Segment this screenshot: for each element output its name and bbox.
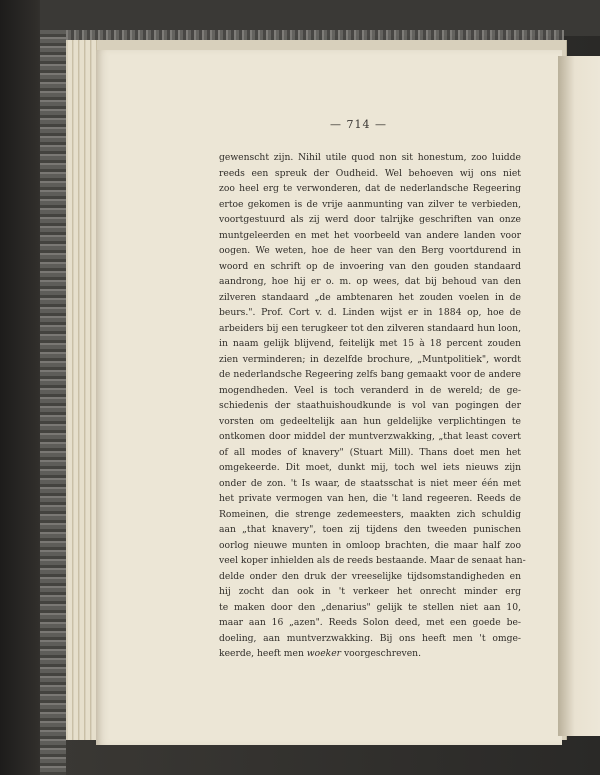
facing-page-edge (558, 56, 600, 736)
text-line: zien verminderen; in dezelfde brochure, „Muntpolitiek", wordt (219, 353, 521, 365)
page-leaf (80, 40, 85, 740)
text-line-last (219, 646, 521, 662)
text-line: woord en schrift op de invoering van den gouden standaard (219, 260, 521, 272)
text-line: vorsten om gedeeltelijk aan hun geldelijke verplichtingen te (219, 415, 521, 427)
text-line: beurs.". Prof. Cort v. d. Linden wijst er in 1884 op, hoe de (219, 307, 521, 318)
text-segment: keerde, heeft men (219, 648, 307, 659)
text-line: maar aan 16 „azen". Reeds Solon deed, met een goede be- (219, 617, 521, 628)
text-line: in naam gelijk blijvend, feitelijk met 15 à 18 percent zouden (219, 338, 521, 349)
page-leaf (68, 40, 73, 740)
page-leaf (74, 40, 79, 740)
text-line: ertoe gekomen is de vrije aanmunting van zilver te verbieden, (219, 198, 521, 210)
text-line: gewenscht zijn. Nihil utile quod non sit honestum, zoo luidde (219, 152, 521, 163)
text-line: oogen. We weten, hoe de heer van den Berg voortdurend in (219, 245, 521, 256)
text-line: omgekeerde. Dit moet, dunkt mij, toch wel iets nieuws zijn (219, 462, 521, 473)
text-line: oorlog nieuwe munten in omloop brachten, die maar half zoo (219, 539, 521, 551)
text-line: of all modes of knavery" (Stuart Mill). Thans doet men het (219, 446, 521, 458)
page-number: — 714 — (330, 118, 387, 131)
text-line: schiedenis der staathuishoudkunde is vol van pogingen der (219, 400, 521, 411)
text-line: te maken door den „denarius" gelijk te stellen niet aan 10, (219, 601, 521, 613)
text-line: veel koper inhielden als de reeds bestaande. Maar de senaat han- (219, 555, 526, 566)
text-line: onder de zon. 't Is waar, de staatsschat is niet meer één met (219, 477, 521, 489)
text-line: de nederlandsche Regeering zelfs bang gemaakt voor de andere (219, 369, 521, 380)
text-line: delde onder den druk der vreeselijke tijdsomstandigheden en (219, 570, 521, 582)
text-segment: voorgeschreven. (341, 648, 421, 659)
book-cover-marbled-spine (40, 30, 66, 775)
text-line: aandrong, hoe hij er o. m. op wees, dat bij behoud van den (219, 276, 521, 287)
body-text (219, 150, 526, 662)
text-line: reeds een spreuk der Oudheid. Wel behoeven wij ons niet (219, 167, 521, 179)
page-leaf (86, 40, 91, 740)
text-line: zoo heel erg te verwonderen, dat de nederlandsche Regeering (219, 183, 521, 194)
text-line: voortgestuurd als zij werd door talrijke geschriften van onze (219, 214, 521, 225)
text-line: muntgeleerden en met het voorbeeld van andere landen voor (219, 229, 521, 241)
text-line: aan „that knavery", toen zij tijdens den tweeden punischen (219, 524, 521, 535)
text-line: arbeiders bij een terugkeer tot den zilveren standaard hun loon, (219, 322, 521, 334)
text-line: hij zocht dan ook in 't verkeer het onrecht minder erg (219, 586, 521, 597)
text-line: ontkomen door middel der muntverzwakking, „that least covert (219, 431, 521, 442)
emphasized-word: woeker (306, 648, 342, 659)
text-line: zilveren standaard „de ambtenaren het zouden voelen in de (219, 291, 521, 303)
text-line: doeling, aan muntverzwakking. Bij ons heeft men 't omge- (219, 632, 521, 644)
text-line: Romeinen, die strenge zedemeesters, maakten zich schuldig (219, 508, 521, 520)
text-line: mogendheden. Veel is toch veranderd in de wereld; de ge- (219, 384, 521, 396)
text-line: het private vermogen van hen, die 't land regeeren. Reeds de (219, 493, 521, 504)
